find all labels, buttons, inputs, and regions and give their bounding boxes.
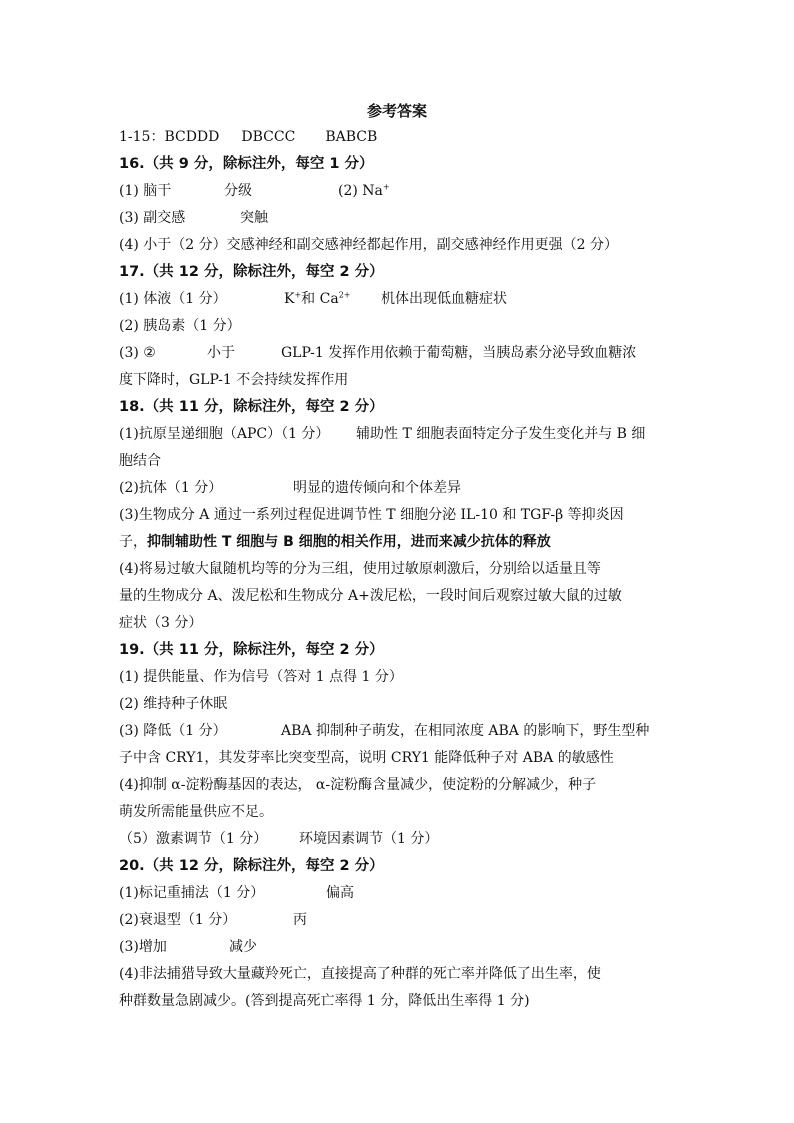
q17-answer-3a: (3) ② — [119, 345, 156, 361]
q18-answer-1b: 辅助性 T 细胞表面特定分子发生变化并与 B 细 — [356, 426, 646, 442]
q18-heading: 18.（共 11 分，除标注外，每空 2 分） — [119, 399, 384, 415]
q18-answer-2a: (2)抗体（1 分） — [119, 480, 223, 496]
q20-line-2 — [119, 907, 719, 934]
q17-answer-1c: 机体出现低血糖症状 — [381, 291, 507, 307]
q17-ca-text: 和 Ca — [301, 291, 339, 307]
q16-answer-3a: (3) 副交感 — [119, 210, 186, 226]
q16-line-3: (4) 小于（2 分）交感神经和副交感神经都起作用，副交感神经作用更强（2 分） — [119, 237, 618, 253]
q19-line-6: 萌发所需能量供应不足。 — [119, 804, 273, 820]
q19-answer-3b: ABA 抑制种子萌发，在相同浓度 ABA 的影响下，野生型种 — [281, 723, 650, 739]
q20-line-3 — [119, 934, 719, 961]
mc-group-2: DBCCC — [241, 129, 296, 145]
q17-line-4: 度下降时，GLP-1 不会持续发挥作用 — [119, 372, 349, 388]
q19-line-7 — [119, 826, 719, 853]
q20-answer-3b: 减少 — [229, 939, 257, 955]
q20-answer-1a: (1)标记重捕法（1 分） — [119, 885, 265, 901]
q17-answer-3c: GLP-1 发挥作用依赖于葡萄糖，当胰岛素分泌导致血糖浓 — [281, 345, 637, 361]
q20-heading: 20.（共 12 分，除标注外，每空 2 分） — [119, 858, 384, 874]
page-title: 参考答案 — [366, 102, 427, 120]
q18-answer-2b: 明显的遗传倾向和个体差异 — [293, 480, 461, 496]
q19-answer-5a: （5）激素调节（1 分） — [119, 831, 268, 847]
answer-body — [119, 124, 719, 1015]
q19-line-3 — [119, 718, 719, 745]
mc-answers — [119, 124, 719, 151]
q17-line-1 — [119, 286, 719, 313]
q20-line-1 — [119, 880, 719, 907]
q18-answer-3-bold: 抑制辅助性 T 细胞与 B 细胞的相关作用，进而来减少抗体的释放 — [147, 534, 551, 550]
q20-line-4: (4)非法捕猎导致大量藏羚死亡，直接提高了种群的死亡率并降低了出生率，使 — [119, 966, 601, 982]
q18-line-7: 量的生物成分 A、泼尼松和生物成分 A+泼尼松，一段时间后观察过敏大鼠的过敏 — [119, 588, 622, 604]
mc-group-1: 1-15：BCDDD — [119, 129, 220, 145]
q17-line-2: (2) 胰岛素（1 分） — [119, 318, 241, 334]
q17-answer-1b — [284, 286, 350, 313]
q18-line-1 — [119, 421, 719, 448]
q18-line-4: (3)生物成分 A 通过一系列过程促进调节性 T 细胞分泌 IL-10 和 TGF-β 等抑炎因 — [119, 507, 624, 523]
q18-line-2: 胞结合 — [119, 453, 161, 469]
q17-answer-3b: 小于 — [207, 345, 235, 361]
q19-answer-3a: (3) 降低（1 分） — [119, 723, 227, 739]
q20-answer-1b: 偏高 — [326, 885, 354, 901]
q19-heading: 19.（共 11 分，除标注外，每空 2 分） — [119, 642, 384, 658]
q19-line-5: (4)抑制 α-淀粉酶基因的表达， α-淀粉酶含量减少，使淀粉的分解减少，种子 — [119, 777, 597, 793]
q17-heading: 17.（共 12 分，除标注外，每空 2 分） — [119, 264, 384, 280]
q20-answer-3a: (3)增加 — [119, 939, 167, 955]
q16-line-2 — [119, 205, 719, 232]
q17-answer-1a: (1) 体液（1 分） — [119, 291, 227, 307]
q20-answer-2b: 丙 — [293, 912, 307, 928]
q19-line-2: (2) 维持种子休眠 — [119, 696, 228, 712]
q20-answer-2a: (2)衰退型（1 分） — [119, 912, 237, 928]
q17-line-3 — [119, 340, 719, 367]
charge-superscript: + — [294, 290, 302, 300]
q18-line-5 — [119, 529, 719, 556]
q18-answer-3a: 子， — [119, 534, 147, 550]
q17-k-text: K — [284, 291, 295, 307]
q18-line-6: (4)将易过敏大鼠随机均等的分为三组，使用过敏原刺激后，分别给以适量且等 — [119, 561, 601, 577]
charge-superscript: 2+ — [338, 290, 351, 300]
q18-line-8: 症状（3 分） — [119, 615, 203, 631]
q19-answer-5b: 环境因素调节（1 分） — [299, 831, 439, 847]
q18-answer-1a: (1)抗原呈递细胞（APC）（1 分） — [119, 426, 330, 442]
q20-line-5: 种群数量急剧减少。(答到提高死亡率得 1 分，降低出生率得 1 分) — [119, 993, 530, 1009]
q16-answer-2 — [338, 178, 390, 205]
q19-line-4: 子中含 CRY1，其发芽率比突变型高，说明 CRY1 能降低种子对 ABA 的敏感性 — [119, 750, 614, 766]
q16-heading: 16.（共 9 分，除标注外，每空 1 分） — [119, 156, 374, 172]
q16-answer-2-text: (2) Na — [338, 183, 383, 199]
q19-line-1: (1) 提供能量、作为信号（答对 1 点得 1 分） — [119, 669, 403, 685]
q16-answer-3b: 突触 — [240, 210, 268, 226]
q16-line-1 — [119, 178, 719, 205]
mc-group-3: BABCB — [325, 129, 378, 145]
q16-answer-1: (1) 脑干 — [119, 183, 172, 199]
q18-line-3 — [119, 475, 719, 502]
charge-superscript: + — [382, 182, 390, 192]
q16-answer-1b: 分级 — [224, 183, 252, 199]
